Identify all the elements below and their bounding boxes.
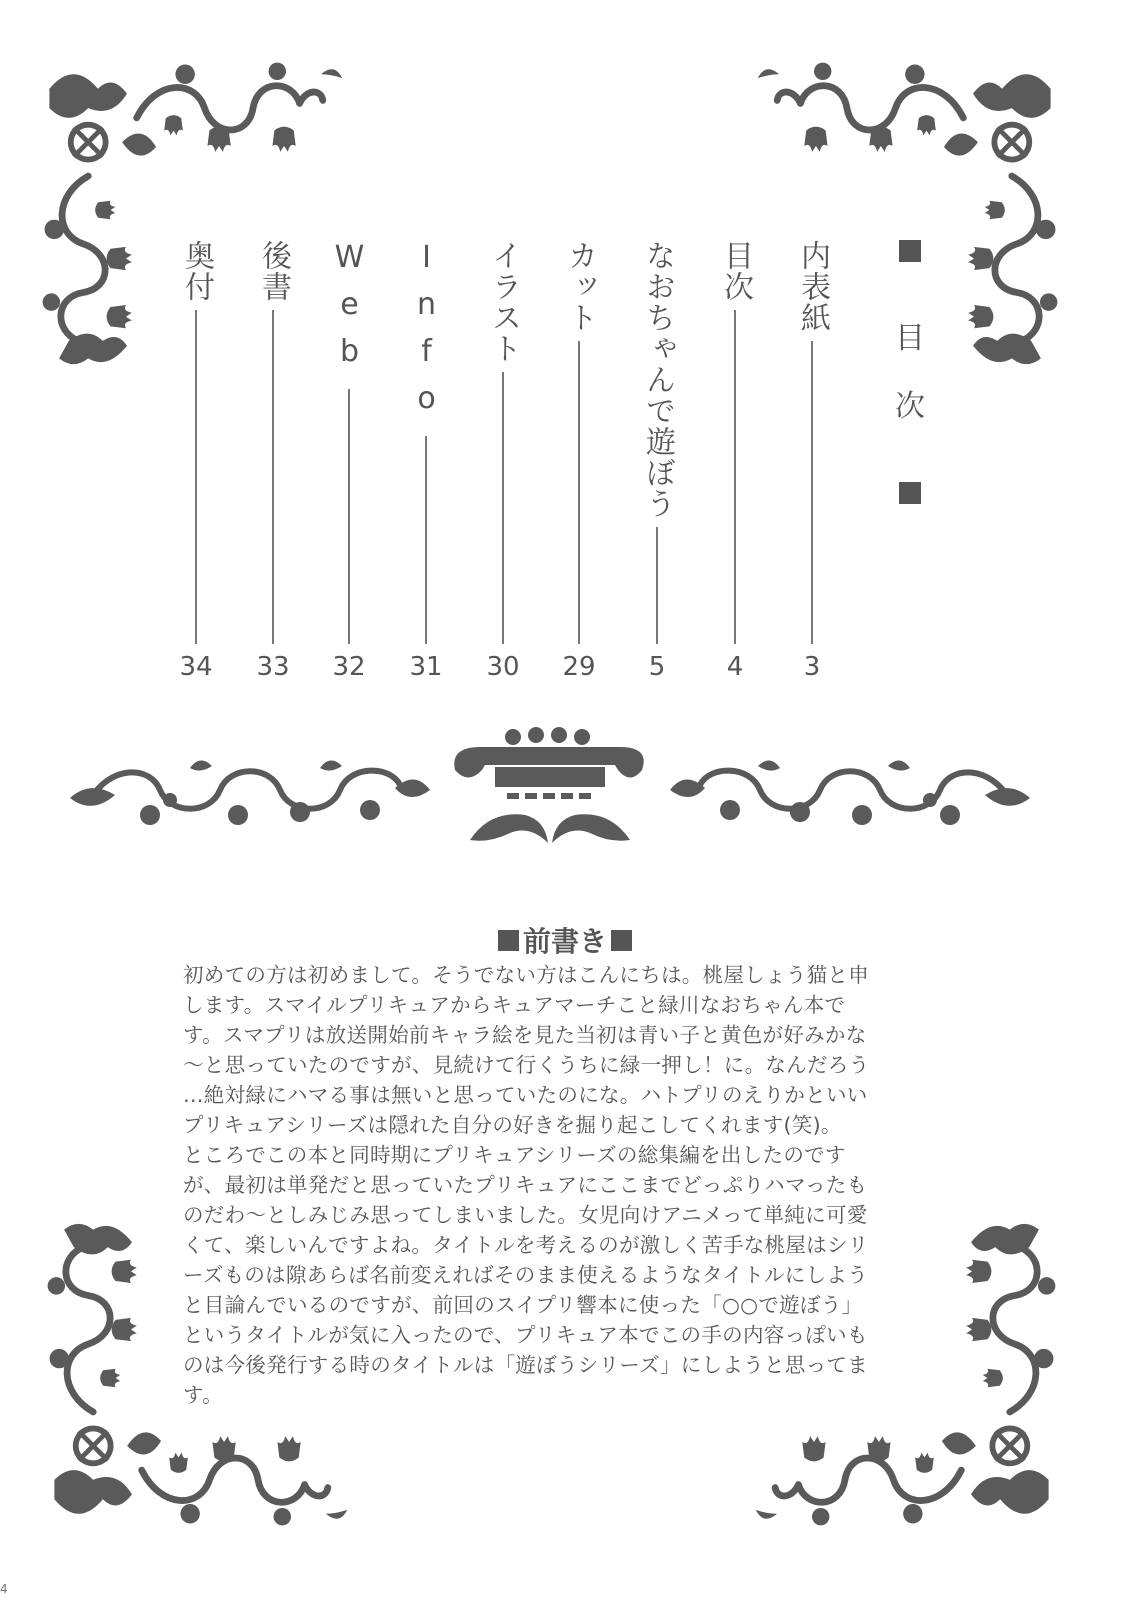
toc-entry-page: 5 <box>648 652 666 682</box>
toc-entry-page: 32 <box>332 652 366 682</box>
toc-entry-title: Info <box>409 240 444 428</box>
leader-line <box>195 310 197 644</box>
preface-title-square-right <box>611 930 632 951</box>
toc-entry <box>248 240 298 680</box>
toc-entry-title: Web <box>332 240 367 381</box>
preface-line: ーズものは隙あらば名前変えればそのまま使えるようなタイトルにしよう <box>183 1263 868 1287</box>
preface-line: す。 <box>183 1383 223 1407</box>
preface-body <box>183 960 935 1410</box>
toc-entry-page: 31 <box>409 652 443 682</box>
preface-title-square-left <box>498 930 519 951</box>
toc-entry-title: 後書 <box>256 240 291 302</box>
toc-entry-title: なおちゃんで遊ぼう <box>640 240 675 519</box>
toc-entry-page: 34 <box>179 652 213 682</box>
preface-line: ～と思っていたのですが、見続けて行くうちに緑一押し！に。なんだろう <box>183 1053 870 1077</box>
toc-heading-char-1: 目 <box>895 321 925 356</box>
preface-line: というタイトルが気に入ったので、プリキュア本でこの手の内容っぽいも <box>183 1323 868 1347</box>
toc-entry-title: イラスト <box>486 240 521 364</box>
preface-line: す。スマプリは放送開始前キャラ絵を見た当初は青い子と黄色が好みかな <box>183 1023 867 1047</box>
preface-line: 初めての方は初めまして。そうでない方はこんにちは。桃屋しょう猫と申 <box>183 963 869 987</box>
toc-entry <box>632 240 682 680</box>
toc-entry <box>554 240 604 680</box>
toc-entry-title: 内表紙 <box>795 240 830 333</box>
preface-line: プリキュアシリーズは隠れた自分の好きを掘り起こしてくれます(笑)。 <box>183 1113 842 1137</box>
toc-heading-square-top <box>899 240 921 262</box>
preface-line: と目論んでいるのですが、前回のスイプリ響本に使った「○○で遊ぼう」 <box>183 1293 863 1317</box>
preface-line: が、最初は単発だと思っていたプリキュアにここまでどっぷりハマったも <box>183 1173 868 1197</box>
toc-entry-page: 30 <box>486 652 520 682</box>
preface-line: くて、楽しいんですよね。タイトルを考えるのが激しく苦手な桃屋はシリ <box>183 1233 869 1257</box>
divider-ornament <box>70 725 1030 860</box>
toc-entry <box>324 240 374 680</box>
toc-entry-title: カット <box>562 240 597 333</box>
toc-entry-title: 奥付 <box>179 240 214 302</box>
leader-line <box>811 341 813 644</box>
toc-entry-title: 目次 <box>718 240 753 302</box>
preface-title-text: 前書き <box>522 925 607 958</box>
preface-line: します。スマイルプリキュアからキュアマーチこと緑川なおちゃん本で <box>183 993 846 1017</box>
toc-entry-page: 4 <box>726 652 744 682</box>
toc-heading-char-2: 次 <box>895 389 925 424</box>
leader-line <box>272 310 274 644</box>
toc-heading-square-bottom <box>899 482 921 504</box>
leader-line <box>578 341 580 644</box>
preface-title <box>0 920 1130 960</box>
preface-line: ところでこの本と同時期にプリキュアシリーズの総集編を出したのです <box>183 1143 846 1167</box>
leader-line <box>502 372 504 644</box>
toc-entry-page: 3 <box>803 652 821 682</box>
leader-line <box>656 527 658 644</box>
toc-entry-page: 33 <box>256 652 290 682</box>
toc-entry <box>478 240 528 680</box>
page-number: 4 <box>0 1582 8 1596</box>
toc-entry <box>401 240 451 680</box>
toc-entry <box>171 240 221 680</box>
toc-entry <box>710 240 760 680</box>
leader-line <box>425 436 427 644</box>
preface-line: のだわ～としみじみ思ってしまいました。女児向けアニメって単純に可愛 <box>183 1203 868 1227</box>
toc-entry-page: 29 <box>562 652 596 682</box>
toc-heading <box>880 240 940 504</box>
preface-line: …絶対緑にハマる事は無いと思っていたのにな。ハトプリのえりかといい <box>183 1083 868 1107</box>
leader-line <box>348 389 350 644</box>
preface-line: のは今後発行する時のタイトルは「遊ぼうシリーズ」にしようと思ってま <box>183 1353 868 1377</box>
leader-line <box>734 310 736 644</box>
toc-entry <box>787 240 837 680</box>
